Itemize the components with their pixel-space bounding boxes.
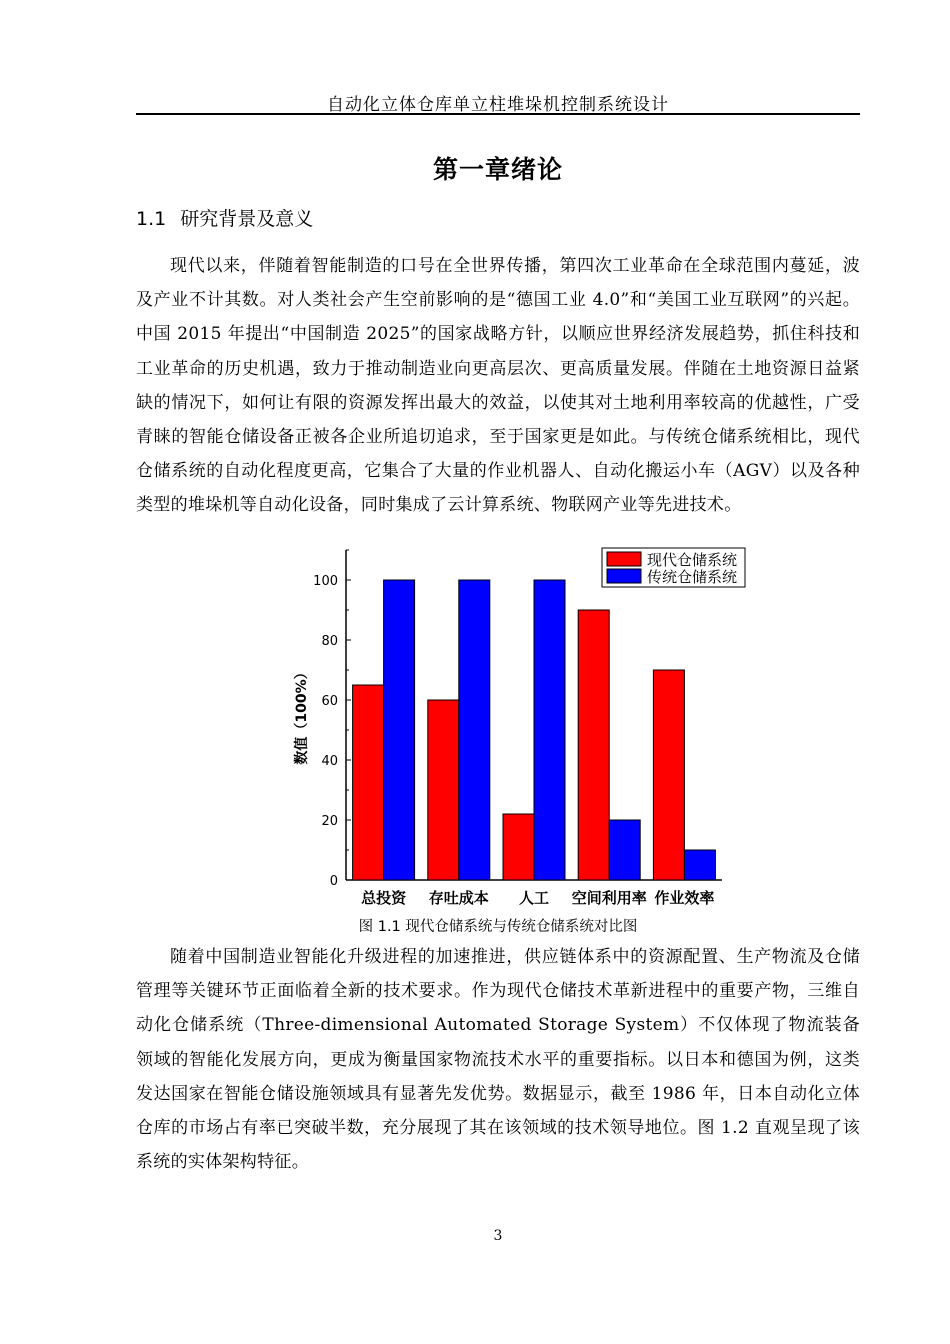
y-axis-label: 数值（100%） — [294, 665, 310, 765]
bar-modern-1 — [353, 685, 384, 880]
bar-traditional-5 — [684, 850, 715, 880]
bar-traditional-2 — [459, 580, 490, 880]
bar-modern-3 — [503, 814, 534, 880]
section-title: 研究背景及意义 — [180, 208, 314, 230]
running-header: 自动化立体仓库单立柱堆垛机控制系统设计 — [327, 95, 669, 115]
bar-modern-2 — [428, 700, 459, 880]
chapter-title: 第一章绪论 — [432, 155, 563, 184]
bar-traditional-4 — [609, 820, 640, 880]
section-number: 1.1 — [136, 208, 167, 230]
bar-modern-4 — [578, 610, 609, 880]
x-tick-label: 存吐成本 — [428, 889, 489, 907]
y-tick-label: 80 — [321, 634, 338, 649]
legend-label-modern: 现代仓储系统 — [647, 551, 738, 569]
x-tick-label: 总投资 — [361, 889, 407, 907]
paragraph-2: 随着中国制造业智能化升级进程的加速推进，供应链体系中的资源配置、生产物流及仓储管理等关键环节正面临着全新的技术要求。作为现代仓储技术革新进程中的重要产物，三维自动化仓储系统（Three-dimensional Automated Storage System）不仅体现了物流装备领域的智能化发展方向，更成为衡量国家物流技术水平的重要指标。以日本和德国为例，这类发达国家在智能仓储设施领域具有显著先发优势。数据显示，截至 1986 年，日本自动化立体仓库的市场占有率已突破半数，充分展现了其在该领域的技术领导地位。图 1.2 直观呈现了该系统的实体架构特征。 — [136, 947, 860, 1173]
bar-traditional-3 — [534, 580, 565, 880]
figure-caption: 图 1.1 现代仓储系统与传统仓储系统对比图 — [358, 919, 638, 935]
y-tick-label: 40 — [321, 754, 338, 769]
y-tick-label: 0 — [329, 874, 338, 889]
legend-swatch-modern — [607, 552, 641, 566]
x-tick-label: 人工 — [518, 889, 550, 907]
legend-label-traditional: 传统仓储系统 — [647, 568, 738, 586]
paragraph-1: 现代以来，伴随着智能制造的口号在全世界传播，第四次工业革命在全球范围内蔓延，波及产业不计其数。对人类社会产生空前影响的是“德国工业 4.0”和“美国工业互联网”的兴起。中国 2015 年提出“中国制造 2025”的国家战略方针，以顺应世界经济发展趋势，抓住科技和工业革命的历史机遇，致力于推动制造业向更高层次、更高质量发展。伴随在土地资源日益紧缺的情况下，如何让有限的资源发挥出最大的效益，以使其对土地利用率较高的优越性，广受青睐的智能仓储设备正被各企业所追切追求，至于国家更是如此。与传统仓储系统相比，现代仓储系统的自动化程度更高，它集合了大量的作业机器人、自动化搬运小车（AGV）以及各种类型的堆垛机等自动化设备，同时集成了云计算系统、物联网产业等先进技术。 — [136, 256, 860, 516]
bar-traditional-1 — [384, 580, 415, 880]
header-rule — [136, 113, 860, 115]
x-tick-label: 作业效率 — [654, 889, 715, 907]
y-tick-label: 60 — [321, 694, 338, 709]
page-number: 3 — [493, 1228, 503, 1244]
section-heading — [136, 204, 313, 231]
x-tick-label: 空间利用率 — [571, 889, 647, 907]
y-tick-label: 100 — [313, 574, 338, 589]
y-tick-label: 20 — [321, 814, 338, 829]
bar-modern-5 — [653, 670, 684, 880]
legend-swatch-traditional — [607, 569, 641, 583]
bar-chart — [290, 545, 760, 915]
